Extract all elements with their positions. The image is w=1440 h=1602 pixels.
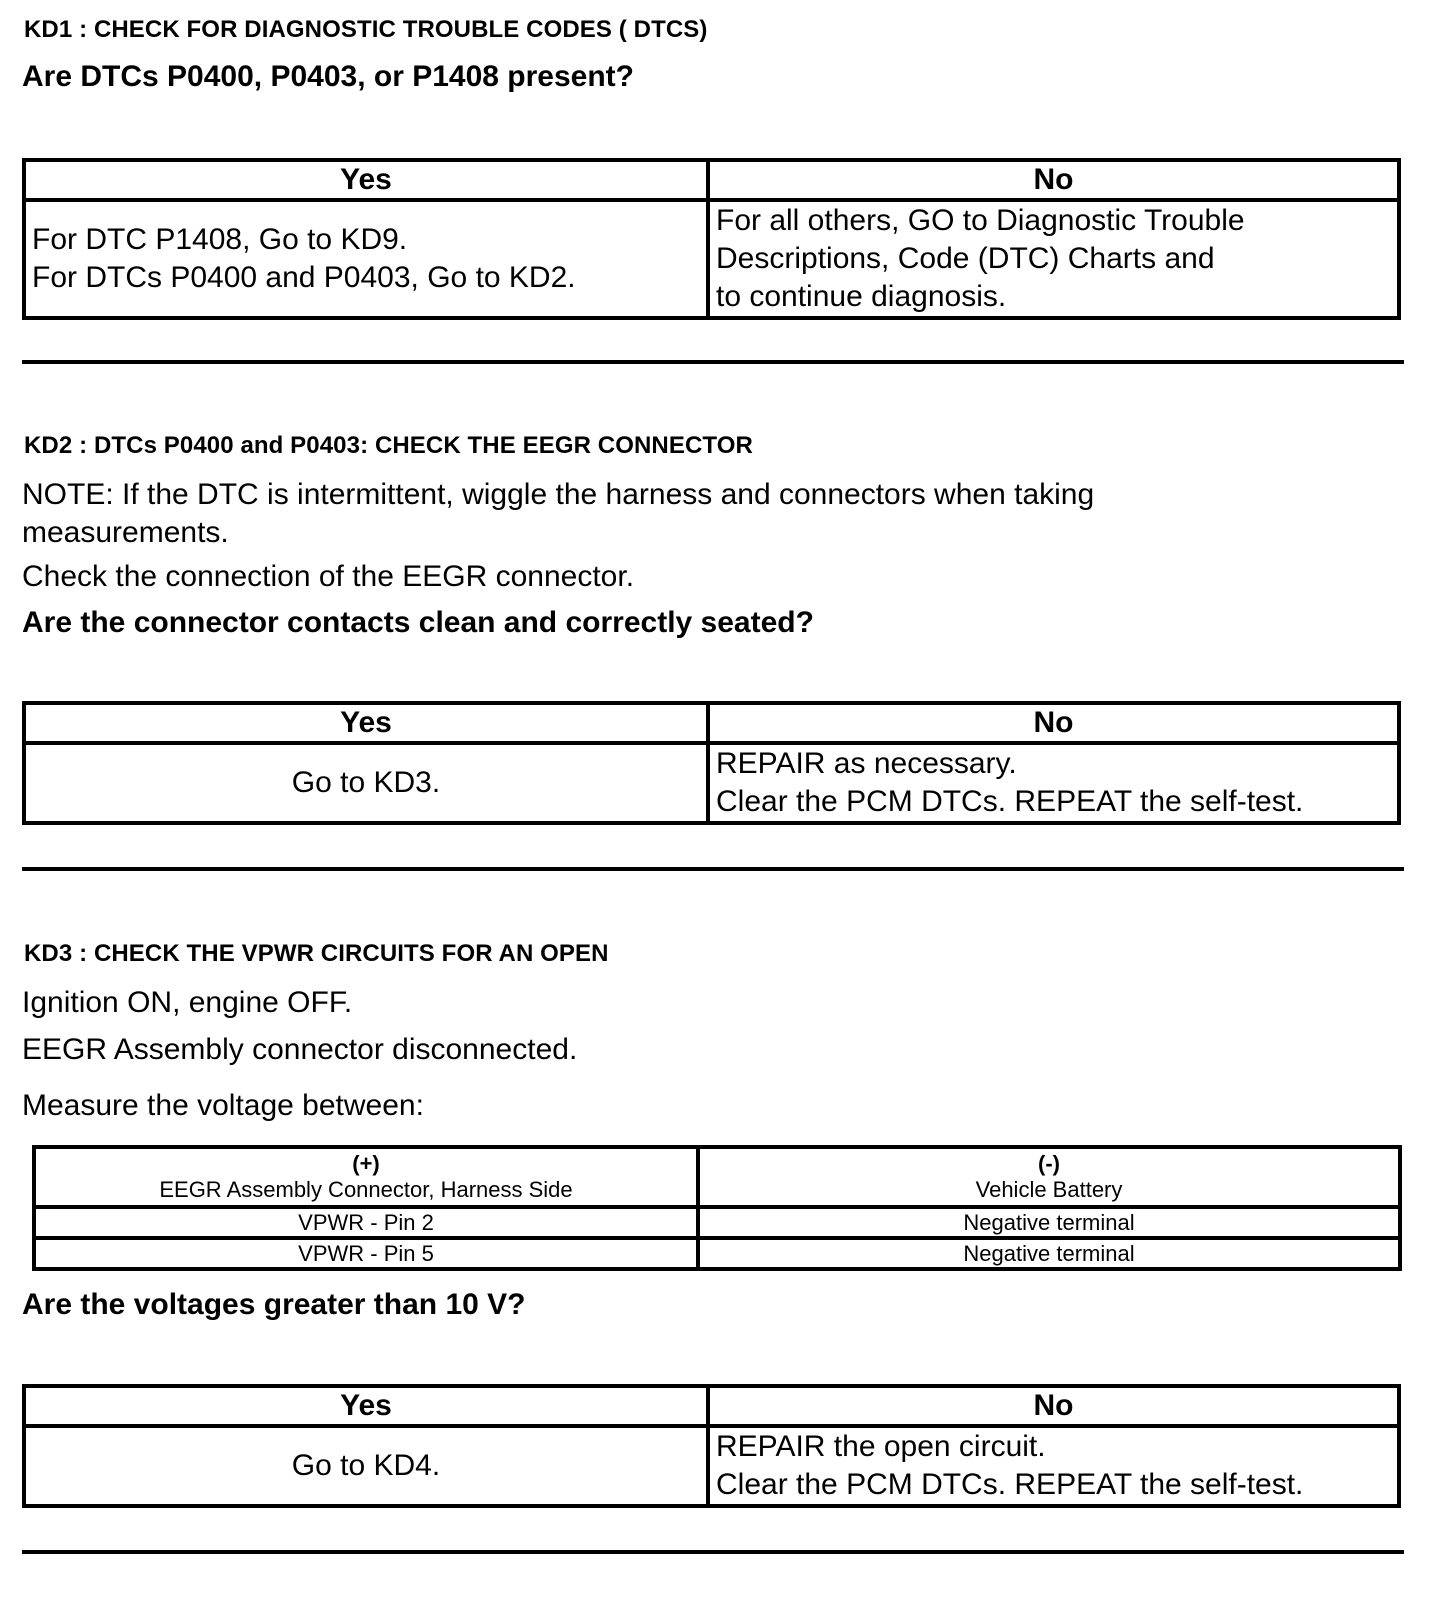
kd1-no-line: For all others, GO to Diagnostic Trouble: [716, 204, 1245, 237]
kd2-no-cell: [708, 743, 1399, 823]
kd1-no-line: to continue diagnosis.: [716, 280, 1007, 313]
kd2-instruction: Check the connection of the EEGR connector.: [22, 560, 635, 593]
kd3-yes-cell: Go to KD4.: [24, 1426, 708, 1506]
kd2-note: [22, 476, 1094, 552]
kd2-title: KD2 : DTCs P0400 and P0403: CHECK THE EEGR CONNECTOR: [24, 432, 753, 459]
section-divider: [22, 360, 1404, 364]
measure-minus-header: [698, 1147, 1400, 1207]
kd3-yes-header: Yes: [24, 1386, 708, 1426]
kd2-yes-no-table: [22, 701, 1401, 825]
kd1-no-cell: [708, 200, 1399, 318]
measure-plus-header: [34, 1147, 698, 1207]
kd3-title: KD3 : CHECK THE VPWR CIRCUITS FOR AN OPEN: [24, 940, 609, 967]
kd2-no-line: REPAIR as necessary.: [716, 747, 1017, 780]
minus-symbol: (-): [1038, 1151, 1060, 1176]
kd3-measure-intro: Measure the voltage between:: [22, 1089, 424, 1122]
section-divider: [22, 1550, 1404, 1554]
kd2-note-line: measurements.: [22, 516, 229, 549]
kd3-no-line: REPAIR the open circuit.: [716, 1430, 1046, 1463]
kd3-condition: Ignition ON, engine OFF.: [22, 986, 353, 1019]
kd2-no-header: No: [708, 703, 1399, 743]
plus-symbol: (+): [352, 1151, 380, 1176]
kd1-no-line: Descriptions, Code (DTC) Charts and: [716, 242, 1215, 275]
kd1-yes-no-table: [22, 158, 1401, 320]
kd1-no-header: No: [708, 160, 1399, 200]
minus-label: Vehicle Battery: [975, 1177, 1123, 1202]
kd2-yes-cell: Go to KD3.: [24, 743, 708, 823]
kd1-yes-cell: [24, 200, 708, 318]
kd3-measurement-table: [32, 1145, 1402, 1271]
kd3-condition: EEGR Assembly connector disconnected.: [22, 1033, 578, 1066]
kd1-title: KD1 : CHECK FOR DIAGNOSTIC TROUBLE CODES ( DTCS): [24, 16, 708, 43]
kd3-question: Are the voltages greater than 10 V?: [22, 1288, 526, 1321]
kd3-no-header: No: [708, 1386, 1399, 1426]
kd3-yes-no-table: [22, 1384, 1401, 1508]
measure-cell: Negative terminal: [698, 1207, 1400, 1238]
kd3-no-line: Clear the PCM DTCs. REPEAT the self-test.: [716, 1468, 1304, 1501]
kd1-yes-line: For DTC P1408, Go to KD9.: [32, 223, 408, 256]
section-divider: [22, 867, 1404, 871]
plus-label: EEGR Assembly Connector, Harness Side: [159, 1177, 573, 1202]
kd2-no-line: Clear the PCM DTCs. REPEAT the self-test.: [716, 785, 1304, 818]
kd1-yes-line: For DTCs P0400 and P0403, Go to KD2.: [32, 261, 576, 294]
measure-cell: VPWR - Pin 2: [34, 1207, 698, 1238]
kd2-question: Are the connector contacts clean and correctly seated?: [22, 606, 814, 639]
kd2-yes-header: Yes: [24, 703, 708, 743]
measure-cell: VPWR - Pin 5: [34, 1238, 698, 1269]
kd1-yes-header: Yes: [24, 160, 708, 200]
kd1-question: Are DTCs P0400, P0403, or P1408 present?: [22, 60, 634, 93]
measure-cell: Negative terminal: [698, 1238, 1400, 1269]
kd3-no-cell: [708, 1426, 1399, 1506]
kd2-note-line: NOTE: If the DTC is intermittent, wiggle the harness and connectors when taking: [22, 478, 1095, 511]
